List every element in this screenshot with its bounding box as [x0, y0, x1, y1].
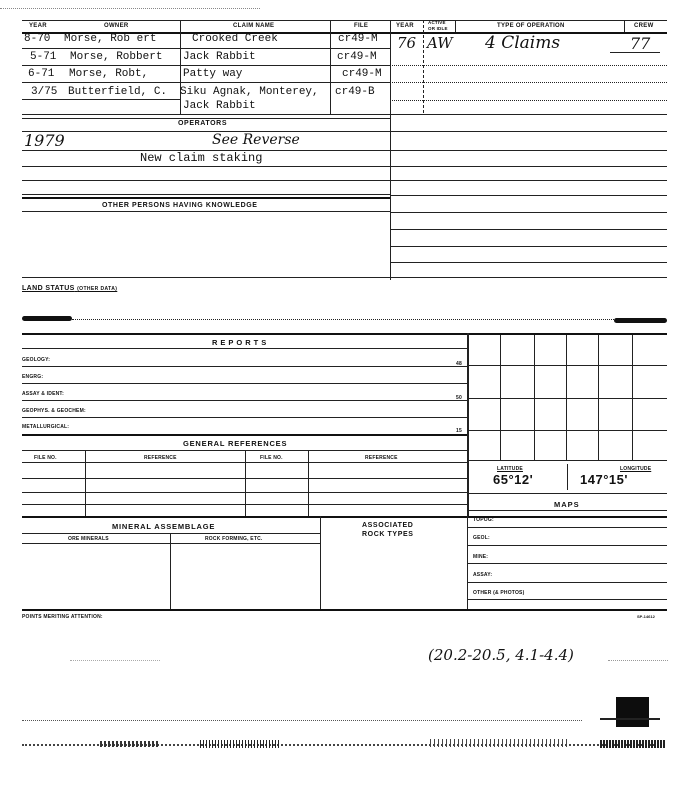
header-owner: OWNER: [104, 23, 129, 29]
claim-file: cr49-B: [335, 86, 375, 98]
claim-name: Jack Rabbit: [183, 51, 256, 63]
header-year: YEAR: [29, 23, 47, 29]
claim-date: 3/75: [31, 86, 58, 98]
land-status-label: LAND STATUS: [22, 285, 75, 292]
claim-owner: Morse, Robbert: [70, 51, 163, 63]
operation-crew: 77: [630, 34, 651, 53]
report-label: GEOPHYS. & GEOCHEM:: [22, 408, 86, 414]
maps-row: OTHER (& PHOTOS): [473, 590, 525, 596]
form-number: SP-14612: [637, 614, 655, 619]
claim-date: 8-70: [24, 33, 51, 45]
longitude-value: 147°15': [580, 472, 628, 487]
claim-owner: Morse, Robt,: [69, 68, 149, 80]
claim-date: 6-71: [28, 68, 55, 80]
claim-name: Patty way: [183, 68, 243, 80]
associated-label: ASSOCIATED: [362, 522, 414, 529]
report-label: ENGRG:: [22, 374, 44, 380]
claim-file: cr49-M: [337, 51, 377, 63]
rock-forming-label: ROCK FORMING, ETC.: [205, 536, 263, 542]
handwritten-note: (20.2-20.5, 4.1-4.4): [428, 646, 574, 664]
operation-type: 4 Claims: [485, 33, 561, 53]
header-year-2: YEAR: [396, 23, 414, 29]
land-status-sub: (OTHER DATA): [77, 286, 118, 292]
ref-file-no: FILE NO.: [34, 455, 57, 461]
header-file: FILE: [354, 23, 369, 29]
reports-title: REPORTS: [212, 338, 270, 347]
claim-file: cr49-M: [338, 33, 378, 45]
maps-row: GEOL:: [473, 535, 490, 541]
header-type-of-operation: TYPE OF OPERATION: [497, 23, 565, 29]
header-or-idle: OR IDLE: [428, 26, 448, 31]
general-references-title: GENERAL REFERENCES: [183, 439, 288, 448]
ref-reference: REFERENCE: [144, 455, 177, 461]
ref-reference-2: REFERENCE: [365, 455, 398, 461]
maps-row: MINE:: [473, 554, 489, 560]
ref-file-no-2: FILE NO.: [260, 455, 283, 461]
header-crew: CREW: [634, 23, 654, 29]
header-active: ACTIVE: [428, 20, 446, 25]
maps-title: MAPS: [554, 500, 580, 509]
claim-owner: Butterfield, C.: [68, 86, 168, 98]
report-label: ASSAY & IDENT:: [22, 391, 64, 397]
claim-date: 5-71: [30, 51, 57, 63]
claim-extra: Jack Rabbit: [183, 100, 256, 112]
operators-text: New claim staking: [140, 151, 263, 165]
operators-label: OPERATORS: [178, 120, 228, 127]
other-persons-label: OTHER PERSONS HAVING KNOWLEDGE: [102, 202, 258, 209]
operation-status: AW: [427, 34, 453, 52]
operators-year: 1979: [24, 131, 65, 150]
maps-row: ASSAY:: [473, 572, 493, 578]
maps-row: TOPOG:: [473, 517, 494, 523]
rock-types-label: ROCK TYPES: [362, 531, 414, 538]
longitude-label: LONGITUDE: [620, 466, 652, 472]
operation-year: 76: [397, 34, 417, 52]
claim-name: Siku Agnak, Monterey,: [180, 86, 319, 98]
report-num: 15: [456, 428, 462, 434]
ore-minerals-label: ORE MINERALS: [68, 536, 109, 542]
report-label: GEOLOGY:: [22, 357, 51, 363]
claim-file: cr49-M: [342, 68, 382, 80]
header-claim-name: CLAIM NAME: [233, 23, 275, 29]
mineral-assemblage-title: MINERAL ASSEMBLAGE: [112, 522, 216, 531]
report-label: METALLURGICAL:: [22, 424, 70, 430]
claim-owner: Morse, Rob ert: [64, 33, 157, 45]
operators-note: See Reverse: [212, 132, 300, 148]
points-meriting-label: POINTS MERITING ATTENTION:: [22, 614, 103, 620]
latitude-value: 65°12': [493, 472, 534, 487]
report-num: 50: [456, 395, 462, 401]
claim-name: Crooked Creek: [192, 33, 278, 45]
latitude-label: LATITUDE: [497, 466, 523, 472]
report-num: 48: [456, 361, 462, 367]
